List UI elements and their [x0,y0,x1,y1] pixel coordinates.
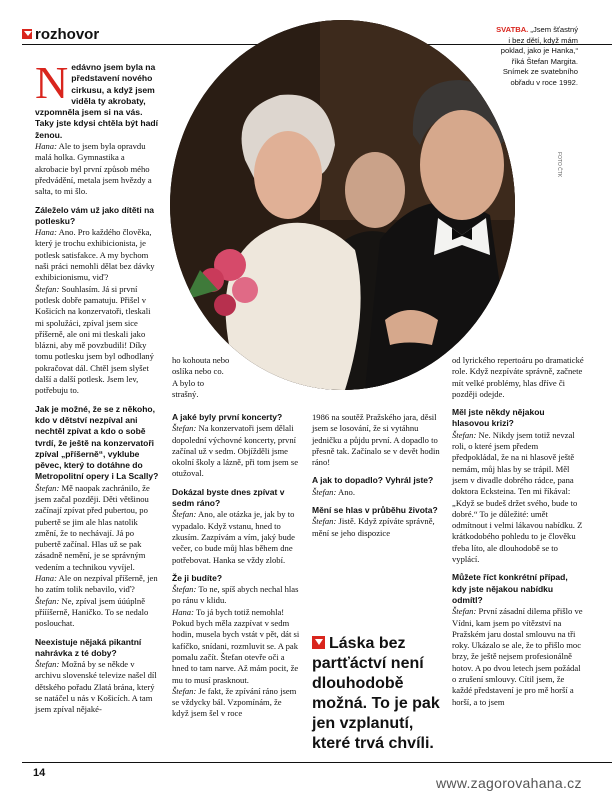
article-column-2-wrap [172,355,230,400]
answer-paragraph [172,607,300,686]
intro-text: edávno jsem byla na představení nového cirkusu, a když jsem viděla ty akrobaty, vzpomněla jsem si na vás. Taky jste kdysi chtěla být hadí ženou. [35,62,159,140]
caption-lead: SVATBA. [496,25,529,34]
continued-text: 1986 na soutěž Pražského jara, děsil jsem se losování, že si vytáhnu jedničku a půjdu první. A dopadlo to přesně tak. Začínalo se v devět hodin ráno! [312,412,440,468]
section-arrow-icon [22,29,32,39]
speaker-label: Štefan: [35,283,60,294]
question: Můžete říct konkrétní případ, kdy jste nějakou nabídku odmítl? [452,572,568,605]
answer-text: Ne. Nikdy jsem totiž nevzal roli, o které jsem předem předpokládal, že na ni hlasově ještě nemám, můj hlas by se trápil. Měl jsem v divadle dobrého rádce, pana doktora Ecksteina. Ten mi říkával: „Když se budeš držet svého, bude to dobré.“ To je důležité: umět odmítnout i velmi lákavou nabídku. Z krátkodobého pohledu to je člověku třeba líto, ale dlouhodobě se to vyplácí. [452,429,583,565]
photo-caption [494,25,578,89]
answer-paragraph [452,606,584,708]
answer-paragraph [172,423,300,479]
question: Mění se hlas v průběhu života? [312,505,438,516]
speaker-label: Štefan: [172,685,197,696]
caption-text: „Jsem šťastný i bez dětí, když mám poklad, jako je Hanka,“ říká Štefan Margita. Snímek ze svatebního obřadu v roce 1992. [500,25,578,87]
question: Jak je možné, že se z někoho, kdo v dětství nezpíval ani nechtěl zpívat a kdo o sobě tvrdí, že ještě na konzervatoři zpíval „příšerně“, vyklube pěvec, který to dotáhne do Metropolitní opery i La Scally? [35,403,159,482]
continued-text: ho kohouta nebo oslíka nebo co. A bylo to strašný. [172,355,230,399]
answer-paragraph [35,573,159,596]
answer-paragraph [312,516,440,539]
answer-paragraph [452,430,584,566]
speaker-label: Hana: [35,227,57,238]
quote-arrow-icon [312,636,325,649]
intro-paragraph [35,57,159,141]
answer-text: Ne, zpíval jsem úúúplně příííšerně, Haničko. To se nedalo poslouchat. [35,595,149,629]
answer-text: Ale on nezpíval příšerně, jen ho zatím tolik nebavilo, viď? [35,573,158,595]
website-watermark: www.zagorovahana.cz [436,775,582,791]
speaker-label: Štefan: [452,606,477,617]
pull-quote [312,634,442,754]
article-column-1 [35,57,159,716]
question: Měl jste někdy nějakou hlasovou krizi? [452,407,545,429]
answer-text: To ne, spíš abych nechal hlas po ránu v klidu. [172,584,299,606]
question: A jak to dopadlo? Vyhrál jste? [312,475,434,486]
answer-text: Možná by se někde v archivu slovenské televize našel díl dětského pořadu Zlatá brána, který se natáčel u nás v Košicích. A tam jsem zpíval nějaké- [35,659,157,715]
speaker-label: Štefan: [35,659,60,670]
answer-text: Ano, ale otázka je, jak by to vypadalo. Když vstanu, hned to zkusím. Zazpívám a vím, jaký bude večer, co bude můj hlas během dne potřebovat. Hanka se vždy zlobí. [172,509,295,565]
answer-text: Jistě. Když zpíváte správně, mění se jeho dispozice [312,516,435,538]
speaker-label: Štefan: [35,482,60,493]
speaker-label: Štefan: [312,516,337,527]
question: Neexistuje nějaká pikantní nahrávka z té doby? [35,636,142,658]
question: Záleželo vám už jako dítěti na potlesku? [35,204,155,226]
question: A jaké byly první koncerty? [172,412,283,422]
answer-text: Mě naopak zachránilo, že jsem začal později. Děti většinou začínají zpívat před pubertou, po pubertě se jim ale hlas natolik změní, že to nechávají. Já po pubertě začínal. Hlas už se pak zásadně nemění, je se správným vedením a technikou vyvíjel. [35,482,150,572]
article-column-3 [312,412,440,539]
speaker-label: Štefan: [452,429,477,440]
answer-paragraph [35,483,159,573]
answer-text: Je fakt, že zpívání ráno jsem se vždycky bál. Vzpomínám, že když jsem šel v roce [172,685,297,719]
answer-text: To já bych totiž nemohla! Pokud bych měla zazpívat v sedm hodin, musela bych vstát v pět, dát si kafíčko, snídani, rozmluvit se. A pak pomalu začít. Štefan otevře oči a hned to tam narve. Až mám pocit, že mu to musí prasknout. [172,606,300,685]
question: Že ji budíte? [172,572,223,583]
answer-paragraph [35,227,159,283]
wedding-photo [170,20,515,390]
question: Dokázal byste dnes zpívat v sedm ráno? [172,486,285,509]
speaker-label: Hana: [35,141,57,152]
answer-paragraph [172,584,300,607]
speaker-label: Štefan: [172,423,197,434]
wedding-photo-illustration [170,20,515,390]
speaker-label: Štefan: [35,595,60,606]
footer-divider [22,762,612,763]
answer-text: Souhlasím. Já si první potlesk dobře pamatuju. Přišel v Košicích na konzervatoři, tleskali mi spolužáci, zpíval jsem sice příšerně, ale oni mi tleskali jako blázni, aby mě povzbudili! Díky tomu potlesku jsem byl odhodlaný pokračovat dál. Chtěl jsem slyšet další a další potlesk. Jsem lev, potřebuju to. [35,283,154,396]
answer-paragraph [172,686,300,720]
pull-quote-text: Láska bez partťáctví není dlouhodobě možná. To je pak jen vzplanutí, které trvá chvíli. [312,635,440,752]
answer-paragraph [172,509,300,565]
answer-paragraph [35,284,159,397]
answer-paragraph [312,487,440,498]
speaker-label: Štefan: [172,509,197,520]
article-column-2 [172,412,300,720]
speaker-label: Štefan: [312,486,337,497]
answer-text: Ale to jsem byla opravdu malá holka. Gymnastika a akrobacie byl první způsob mého předvádění, metala jsem hvězdy a salta, to mi šlo. [35,141,152,197]
photo-credit: FOTO ČTK [556,152,562,178]
speaker-label: Štefan: [172,584,197,595]
speaker-label: Hana: [35,573,57,584]
section-tag [22,26,99,42]
section-label: rozhovor [35,25,100,43]
answer-text: Ano. Pro každého člověka, který je trochu exhibicionista, je potlesk satisfakce. A my bychom naši práci nemohli dělat bez dávky exhibicionismu, viď? [35,227,155,283]
speaker-label: Hana: [172,606,194,617]
article-column-4 [452,355,584,708]
answer-paragraph [35,596,159,630]
page-number: 14 [33,767,46,779]
answer-text: První zásadní dilema přišlo ve Vídni, kam jsem po vítězství na Pražském jaru dostal smlouvu na tři roky. Ukázalo se ale, že to přišlo moc brzy, že ještě nejsem profesionálně hotov. A po dvou letech jsem požádal o zrušení smlouvy. Cítil jsem, že každé představení je pro mě horší a horší, a to jsem [452,606,583,707]
answer-paragraph [35,659,159,715]
answer-text: Na konzervatoři jsem dělali dopolední výchovné koncerty, první začínal už v sedm. Objížděli jsme okolní školy a lázně, při tom jsem se otužoval. [172,423,299,479]
answer-text: Ano. [336,486,355,497]
continued-text: od lyrického repertoáru po dramatické role. Když nezpíváte správně, začnete mít velké problémy, hlas dříve či později odejde. [452,355,584,399]
answer-paragraph [35,141,159,197]
drop-cap: N [35,57,69,108]
